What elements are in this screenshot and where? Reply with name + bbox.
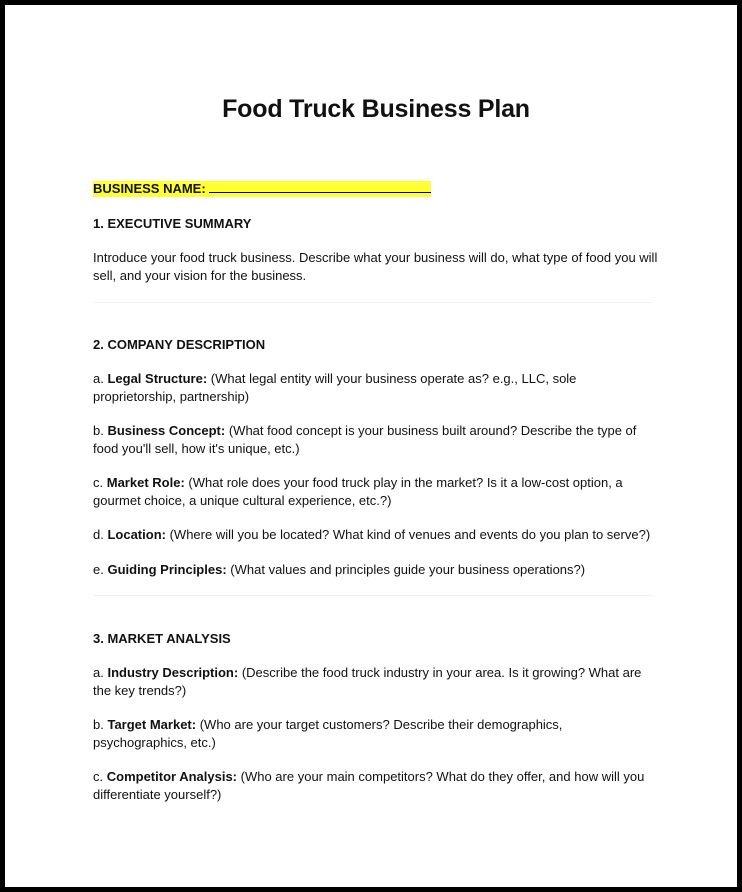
item-text: (Describe the food truck industry in your area. Is it growing? What are the key trends?) (93, 665, 642, 698)
market-analysis-item-industry-description (93, 664, 659, 700)
company-description-item-legal-structure (93, 370, 659, 406)
item-prefix: b. (93, 423, 104, 438)
item-prefix: e. (93, 562, 104, 577)
executive-summary-body: Introduce your food truck business. Describe what your business will do, what type of food you will sell, and your vision for the business. (93, 250, 658, 283)
section-divider (93, 302, 653, 303)
item-label: Competitor Analysis: (106, 769, 238, 784)
item-prefix: d. (93, 527, 104, 542)
market-analysis-item-competitor-analysis (93, 768, 659, 804)
item-label: Location: (107, 527, 166, 542)
item-text: (Who are your target customers? Describe their demographics, psychographics, etc.) (93, 717, 563, 750)
item-prefix: c. (93, 769, 104, 784)
company-description-item-market-role (93, 474, 659, 510)
business-name-label: BUSINESS NAME: (93, 181, 206, 196)
item-label: Industry Description: (107, 665, 239, 680)
item-prefix: a. (93, 665, 104, 680)
company-description-item-business-concept (93, 422, 659, 458)
item-text: (What food concept is your business built around? Describe the type of food you'll sell, how it's unique, etc.) (93, 423, 637, 456)
business-name-blank-line[interactable] (209, 181, 431, 193)
item-label: Target Market: (107, 717, 197, 732)
item-label: Market Role: (106, 475, 185, 490)
item-text: (Where will you be located? What kind of venues and events do you plan to serve?) (169, 527, 651, 542)
item-text: (What legal entity will your business operate as? e.g., LLC, sole proprietorship, partnership) (93, 371, 577, 404)
item-text: (Who are your main competitors? What do they offer, and how will you differentiate yourself?) (93, 769, 645, 802)
item-label: Legal Structure: (107, 371, 208, 386)
company-description-heading: 2. COMPANY DESCRIPTION (93, 337, 266, 352)
item-text: (What role does your food truck play in the market? Is it a low-cost option, a gourmet choice, a unique cultural experience, etc.?) (93, 475, 623, 508)
item-text: (What values and principles guide your business operations?) (230, 562, 586, 577)
executive-summary-heading: 1. EXECUTIVE SUMMARY (93, 216, 252, 231)
item-label: Business Concept: (107, 423, 226, 438)
section-divider (93, 595, 653, 596)
item-prefix: a. (93, 371, 104, 386)
market-analysis-heading: 3. MARKET ANALYSIS (93, 631, 231, 646)
company-description-item-location (93, 526, 659, 544)
item-prefix: b. (93, 717, 104, 732)
item-label: Guiding Principles: (107, 562, 227, 577)
company-description-item-guiding-principles (93, 561, 659, 579)
document-title: Food Truck Business Plan (222, 95, 530, 123)
item-prefix: c. (93, 475, 104, 490)
business-name-field[interactable] (93, 181, 431, 197)
market-analysis-item-target-market (93, 716, 659, 752)
